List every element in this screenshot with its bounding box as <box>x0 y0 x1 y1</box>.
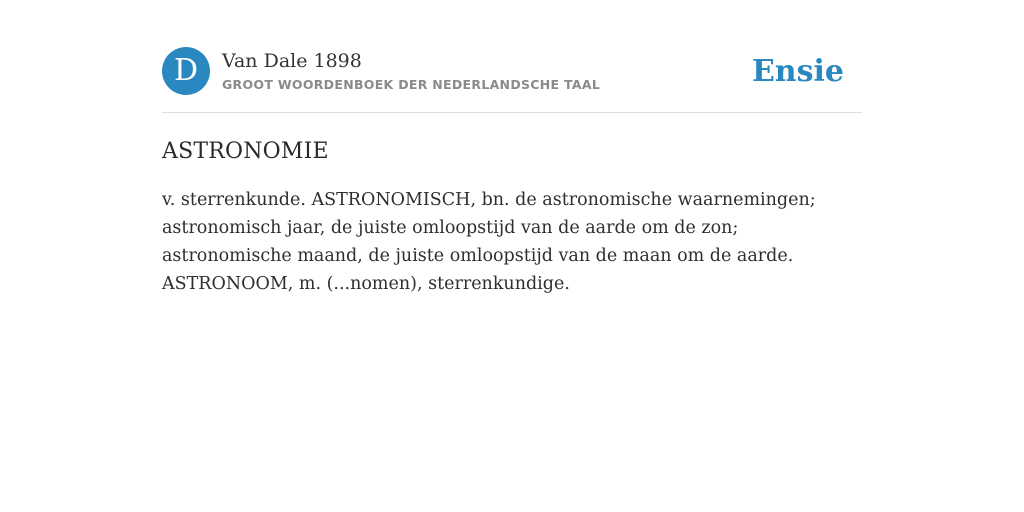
dictionary-name[interactable]: Van Dale 1898 <box>222 50 362 73</box>
page <box>162 0 862 298</box>
entry-definition: v. sterrenkunde. ASTRONOMISCH, bn. de astronomische waarnemingen; astronomisch jaar, de juiste omloopstijd van de aarde om de zon; astronomische maand, de juiste omloopstijd van de maan om de aarde. ASTRONOOM, m. (...nomen), sterrenkundige. <box>162 190 816 294</box>
title-block <box>222 50 600 92</box>
ensie-logo-link[interactable]: Ensie <box>751 53 844 89</box>
dictionary-logo-icon[interactable] <box>162 47 210 95</box>
dictionary-subtitle: GROOT WOORDENBOEK DER NEDERLANDSCHE TAAL <box>222 76 601 92</box>
entry-headword: ASTRONOMIE <box>162 139 329 164</box>
header-divider <box>162 112 862 113</box>
header <box>162 46 862 96</box>
logo-letter: D <box>173 53 199 88</box>
